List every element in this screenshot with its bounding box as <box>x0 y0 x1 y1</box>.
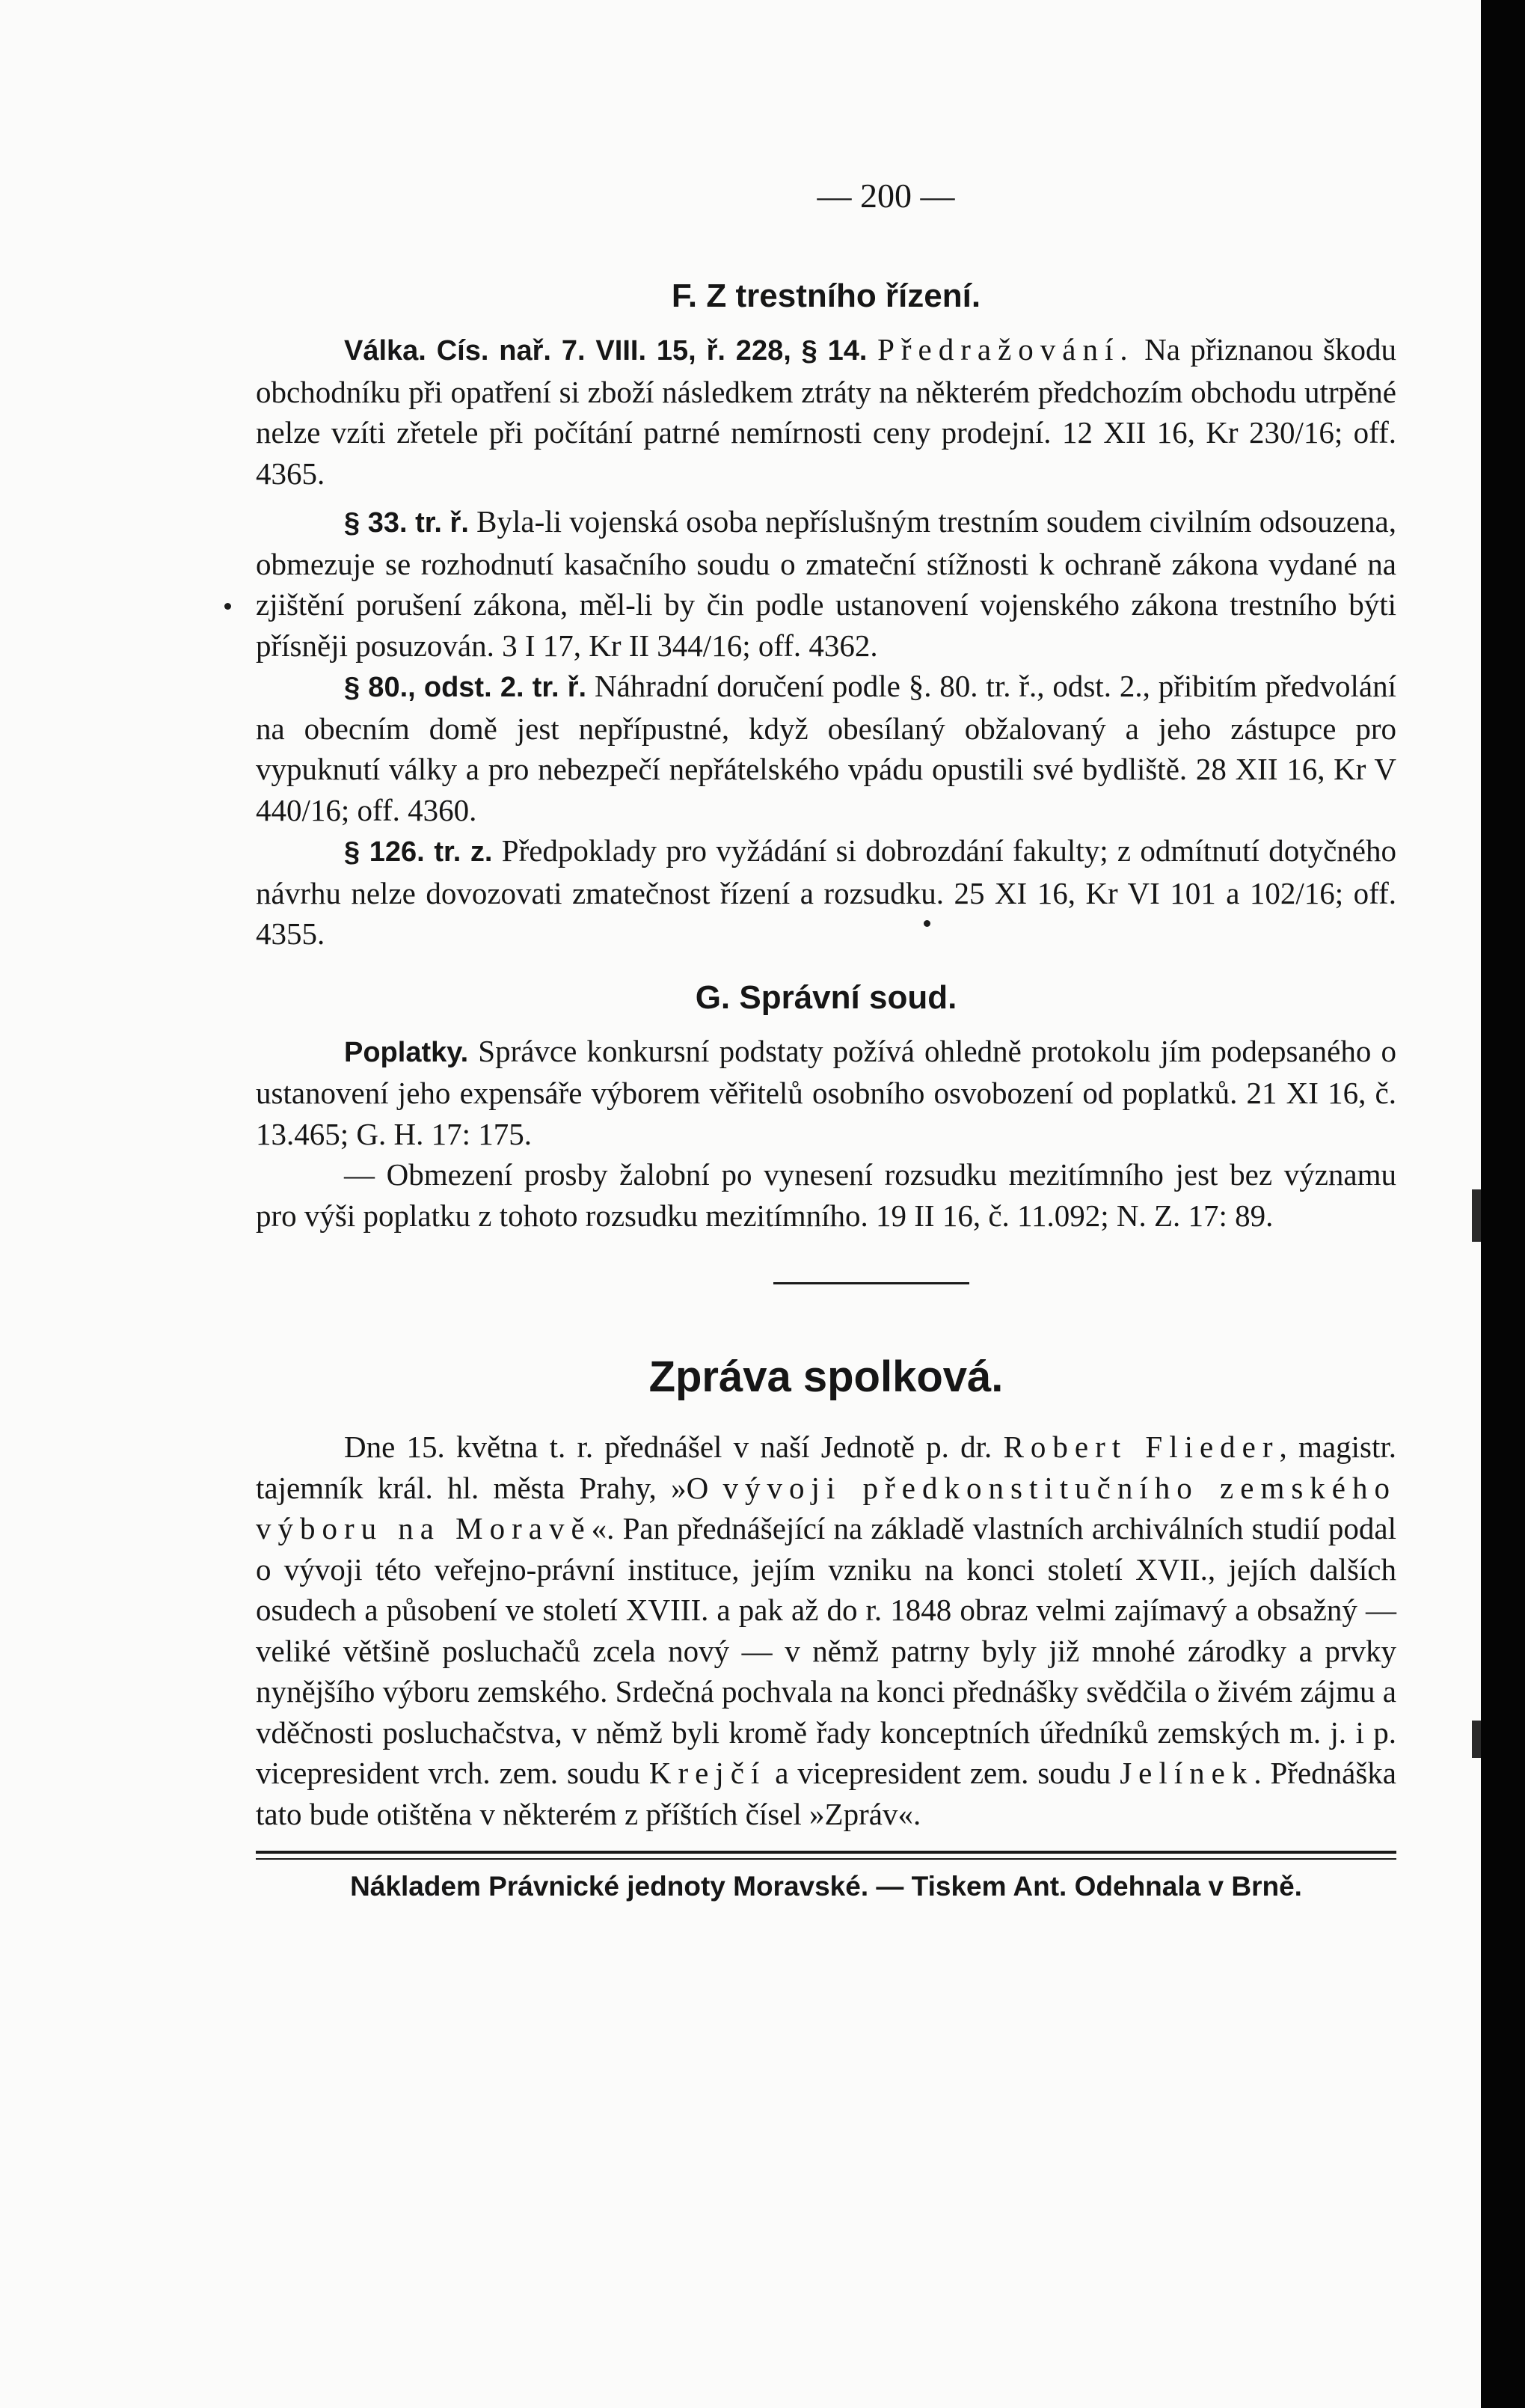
paragraph-body: Na přiznanou škodu obchodníku při opatření si zboží následkem ztráty na některém předchozím obchodu utrpěné nelze vzíti zřetele při počítání patrné nemírnosti ceny prodejní. 12 XII 16, Kr 230/16; off. 4365. <box>256 332 1397 491</box>
page-edge-mark <box>1472 1721 1481 1758</box>
paragraph-par-126 <box>256 830 1396 955</box>
paragraph-body: Náhradní doručení podle §. 80. tr. ř., odst. 2., přibitím předvolání na obecním domě jest nepřípustné, když obesílaný obžalovaný a jeho zástupce pro vypuknutí války a pro nebezpečí nepřátelského vpádu opustili své bydliště. 28 XII 16, Kr V 440/16; off. 4360. <box>256 669 1397 827</box>
attendee-name: Jelínek <box>1120 1756 1254 1790</box>
paragraph-valka <box>256 329 1396 494</box>
section-heading-administrative-court: G. Správní soud. <box>695 978 957 1016</box>
lecture-title: vývoji předkonstitučního zemského výboru na Moravě <box>256 1470 1396 1545</box>
section-divider <box>773 1282 969 1284</box>
paragraph-lead: § 33. tr. ř. <box>344 507 469 539</box>
report-text: «. Pan přednášející na základě vlastních archiválních studií podal o vývoji této veřejno-právní instituce, jejím vzniku na konci století XVII., jejích dalších osudech a působení ve století XVIII. a pak až do r. 1848 obraz velmi zajímavý a obsažný — veliké většině posluchačů zcela nový — v němž patrny byly již mnohé zárodky a prvky nynějšího výboru zemského. Srdečná pochvala na konci přednášky svědčila o živém zájmu a vděčnosti posluchačstva, v němž byli kromě řady konceptních úředníků zemských m. j. i p. vicepresident vrch. zem. soudu <box>256 1511 1396 1790</box>
spaced-term: Předražování. <box>877 332 1135 367</box>
paragraph-par-33 <box>256 501 1396 666</box>
page-edge-mark <box>1472 1189 1481 1242</box>
paragraph-body: — Obmezení prosby žalobní po vynesení rozsudku mezitímního jest bez významu pro výši poplatku z tohoto rozsudku mezitímního. 19 II 16, č. 11.092; N. Z. 17: 89. <box>256 1157 1396 1233</box>
paragraph-par-80 <box>256 666 1396 830</box>
margin-speck <box>224 603 231 610</box>
page-number: — 200 — <box>817 177 955 215</box>
report-text: a vicepresident zem. soudu <box>766 1756 1120 1790</box>
report-text: Dne 15. května t. r. přednášel v naší Jednotě p. dr. <box>344 1430 1004 1464</box>
text-column <box>256 172 1396 1906</box>
paragraph-body: Byla-li vojenská osoba nepříslušným trestním soudem civilním odsouzena, obmezuje se rozhodnutí kasačního soudu o zmateční stížnosti k ochraně zákona vydané na zjištění porušení zákona, měl-li by čin podle ustanovení vojenského zákona trestního býti přísněji posuzován. 3 I 17, Kr II 344/16; off. 4362. <box>256 504 1396 663</box>
paragraph-body: Předpoklady pro vyžádání si dobrozdání fakulty; z odmítnutí dotyčného návrhu nelze dovozovati zmatečnost řízení a rozsudku. 25 XI 16, Kr VI 101 a 102/16; off. 4355. <box>256 833 1396 951</box>
report-paragraph <box>256 1427 1396 1834</box>
paragraph-lead: Válka. Cís. nař. 7. VIII. 15, ř. 228, § 14. <box>344 335 868 367</box>
scan-dark-edge <box>1481 0 1525 2408</box>
imprint: Nákladem Právnické jednoty Moravské. — Tiskem Ant. Odehnala v Brně. <box>350 1871 1302 1902</box>
section-heading-criminal-procedure: F. Z trestního řízení. <box>671 278 981 314</box>
report-text: , magistr. tajemník král. hl. města Prahy, »O <box>256 1430 1396 1505</box>
attendee-name: Krejčí <box>648 1756 767 1790</box>
paragraph-poplatky <box>256 1031 1396 1155</box>
paragraph-obmezeni <box>256 1154 1396 1236</box>
paragraph-lead: § 126. tr. z. <box>344 836 493 868</box>
paragraph-lead: Poplatky. <box>344 1036 469 1068</box>
paragraph-body: Správce konkursní podstaty požívá ohledně protokolu jím podepsaného o ustanovení jeho expensáře výborem věřitelů osobního osvobození od poplatků. 21 XI 16, č. 13.465; G. H. 17: 175. <box>256 1033 1397 1151</box>
report-title: Zpráva spolková. <box>648 1352 1004 1401</box>
report-text: . Přednáška tato bude otištěna v některém z příštích čísel »Zpráv«. <box>256 1756 1397 1831</box>
footer-rule-thin <box>256 1858 1396 1860</box>
speaker-name: Robert Flieder <box>1003 1430 1280 1464</box>
paragraph-lead: § 80., odst. 2. tr. ř. <box>344 672 587 703</box>
footer-rule-thick <box>256 1851 1396 1854</box>
